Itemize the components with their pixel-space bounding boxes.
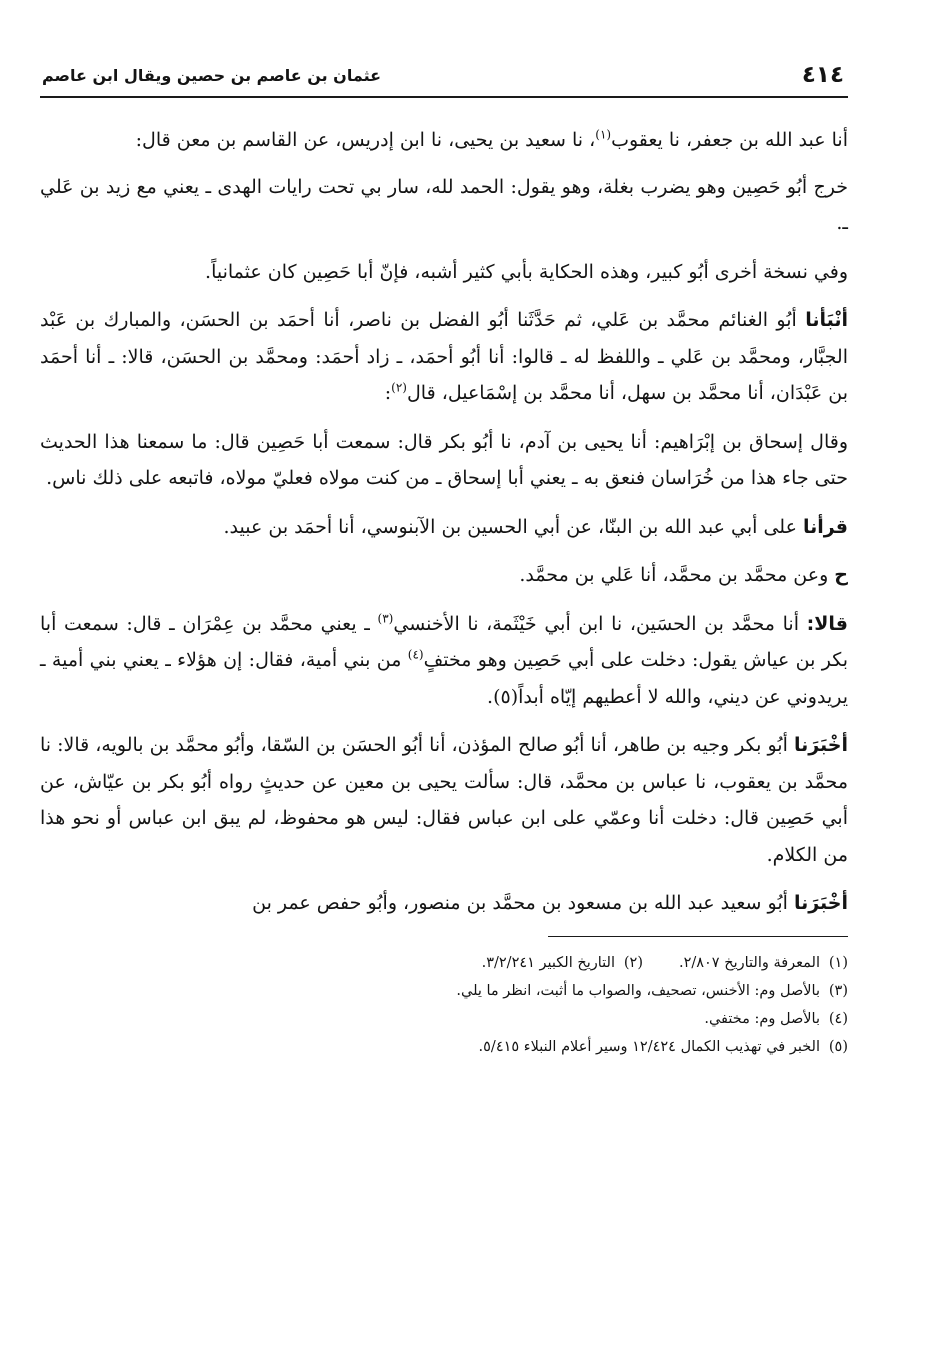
page-header [40, 56, 848, 98]
paragraph-9-lead: أخْبَرَنا [793, 734, 848, 756]
footnote-ref-1: (١) [595, 127, 612, 142]
paragraph-3 [40, 254, 848, 291]
footnotes [40, 949, 848, 1061]
paragraph-10-text: أبُو سعيد عبد الله بن مسعود بن محمَّد بن منصور، وأبُو حفص عمر بن [252, 892, 794, 914]
paragraph-7-text: وعن محمَّد بن محمَّد، أنا عَلي بن محمَّد. [519, 564, 835, 586]
running-head: عثمان بن عاصم بن حصين ويقال ابن عاصم [42, 66, 382, 85]
footnote-3 [40, 977, 848, 1005]
footnote-5 [40, 1033, 848, 1061]
footnote-5-text: الخبر في تهذيب الكمال ١٢/٤٢٤ وسير أعلام النبلاء ٥/٤١٥. [478, 1038, 820, 1055]
paragraph-4 [40, 302, 848, 412]
paragraph-2 [40, 169, 848, 242]
footnote-ref-2: (٢) [391, 380, 407, 395]
footnote-1 [643, 949, 848, 977]
body-text [40, 122, 848, 922]
paragraph-8 [40, 606, 848, 716]
paragraph-6 [40, 509, 848, 546]
footnote-1-number: (١) [828, 954, 848, 971]
paragraph-7-lead: ح [834, 564, 848, 586]
paragraph-6-lead: قرأنا [802, 515, 848, 538]
paragraph-8-text-2: ـ يعني محمَّد بن عِمْرَان ـ قال: سمعت أبا بكر بن عياش يقول: دخلت على أبي حَصِين وهو مختفٍ [40, 612, 849, 671]
footnote-row-1 [40, 949, 848, 977]
paragraph-8-lead: قالا: [806, 612, 848, 635]
footnote-ref-3: (٣) [377, 611, 394, 626]
footnote-2 [438, 949, 643, 977]
paragraph-5-text: وقال إسحاق بن إبْرَاهيم: أنا يحيى بن آدم، نا أبُو بكر قال: سمعت أبا حَصِين قال: ما سمعنا هذا الحديث حتى جاء هذا من خُرَاسان فنعق به ـ يعني أبا إسحاق ـ من كنت مولاه فعليّ مولاه، فاتبعه على ذلك ناس. [40, 430, 848, 489]
paragraph-4-text-1: أبُو الغنائم محمَّد بن عَلي، ثم حَدَّثَنا أبُو الفضل بن ناصر، أنا أحمَد بن الحسَن، والمبارك بن عَبْد الجبَّار، ومحمَّد بن عَلي ـ واللفظ له ـ قالوا: أنا أبُو أحمَد، ـ زاد أحمَد: ومحمَّد بن الحسَن، قالا: ـ أنا أحمَد بن عَبْدَان، أنا محمَّد بن سهل، أنا محمَّد بن إسْمَاعيل، قال [40, 309, 848, 404]
paragraph-9-text: أبُو بكر وجيه بن طاهر، أنا أبُو صالح المؤذن، أنا أبُو الحسَن بن السّقا، وأبُو محمَّد بن بالويه، قالا: نا محمَّد بن يعقوب، نا عباس بن محمَّد، قال: سألت يحيى بن معين عن حديثٍ رواه أبُو بكر بن عيّاش، عن أبي حَصِين قال: دخلت أنا وعمّي على ابن عباس فقال: ليس هو محفوظ، لم يبق ابن عباس أو نحو هذا من الكلام. [40, 734, 848, 866]
paragraph-8-text-1: أنا محمَّد بن الحسَين، نا ابن أبي خَيْثَمة، نا الأخنسي [393, 612, 807, 635]
paragraph-7 [40, 557, 848, 594]
footnote-1-text: المعرفة والتاريخ ٢/٨٠٧. [678, 954, 820, 971]
footnote-4-number: (٤) [828, 1010, 848, 1027]
paragraph-5 [40, 424, 848, 497]
footnote-4 [40, 1005, 848, 1033]
paragraph-4-lead: أنْبَأنا [805, 309, 848, 331]
paragraph-10-lead: أخْبَرَنا [793, 892, 848, 914]
page-number: ٤١٤ [801, 62, 844, 88]
paragraph-1 [40, 122, 848, 159]
paragraph-1-text-1: أنا عبد الله بن جعفر، نا يعقوب [611, 129, 848, 151]
paragraph-6-text: على أبي عبد الله بن البنّا، عن أبي الحسين بن الآبنوسي، أنا أحمَد بن عبيد. [223, 515, 803, 538]
footnote-4-text: بالأصل وم: مختفي. [704, 1010, 820, 1027]
footnote-2-number: (٢) [623, 954, 643, 971]
footnote-ref-4: (٤) [407, 647, 424, 662]
footnote-5-number: (٥) [828, 1038, 848, 1055]
paragraph-1-text-2: ، نا سعيد بن يحيى، نا ابن إدريس، عن القاسم بن معن قال: [135, 129, 596, 151]
paragraph-2-text: خرج أبُو حَصِين وهو يضرب بغلة، وهو يقول: الحمد لله، سار بي تحت رايات الهدى ـ يعني مع زيد بن عَلي ـ. [40, 175, 849, 234]
paragraph-8-text-3: من بني أمية، فقال: إن هؤلاء ـ يعني بني أمية ـ يريدوني عن ديني، والله لا أعطيهم إيّاه أبداً(٥). [40, 649, 848, 708]
paragraph-3-text: وفي نسخة أخرى أبُو كبير، وهذه الحكاية بأبي كثير أشبه، فإنّ أبا حَصِين كان عثمانياً. [205, 260, 848, 283]
paragraph-10 [40, 885, 848, 922]
paragraph-4-text-2: : [384, 382, 392, 404]
paragraph-9 [40, 727, 848, 873]
footnote-2-text: التاريخ الكبير ٣/٢/٢٤١. [481, 954, 615, 971]
footnote-3-number: (٣) [828, 982, 848, 999]
book-page [40, 56, 848, 1061]
footnote-3-text: بالأصل وم: الأخنس، تصحيف، والصواب ما أثبت، انظر ما يلي. [456, 982, 820, 999]
footnote-divider [548, 936, 848, 937]
